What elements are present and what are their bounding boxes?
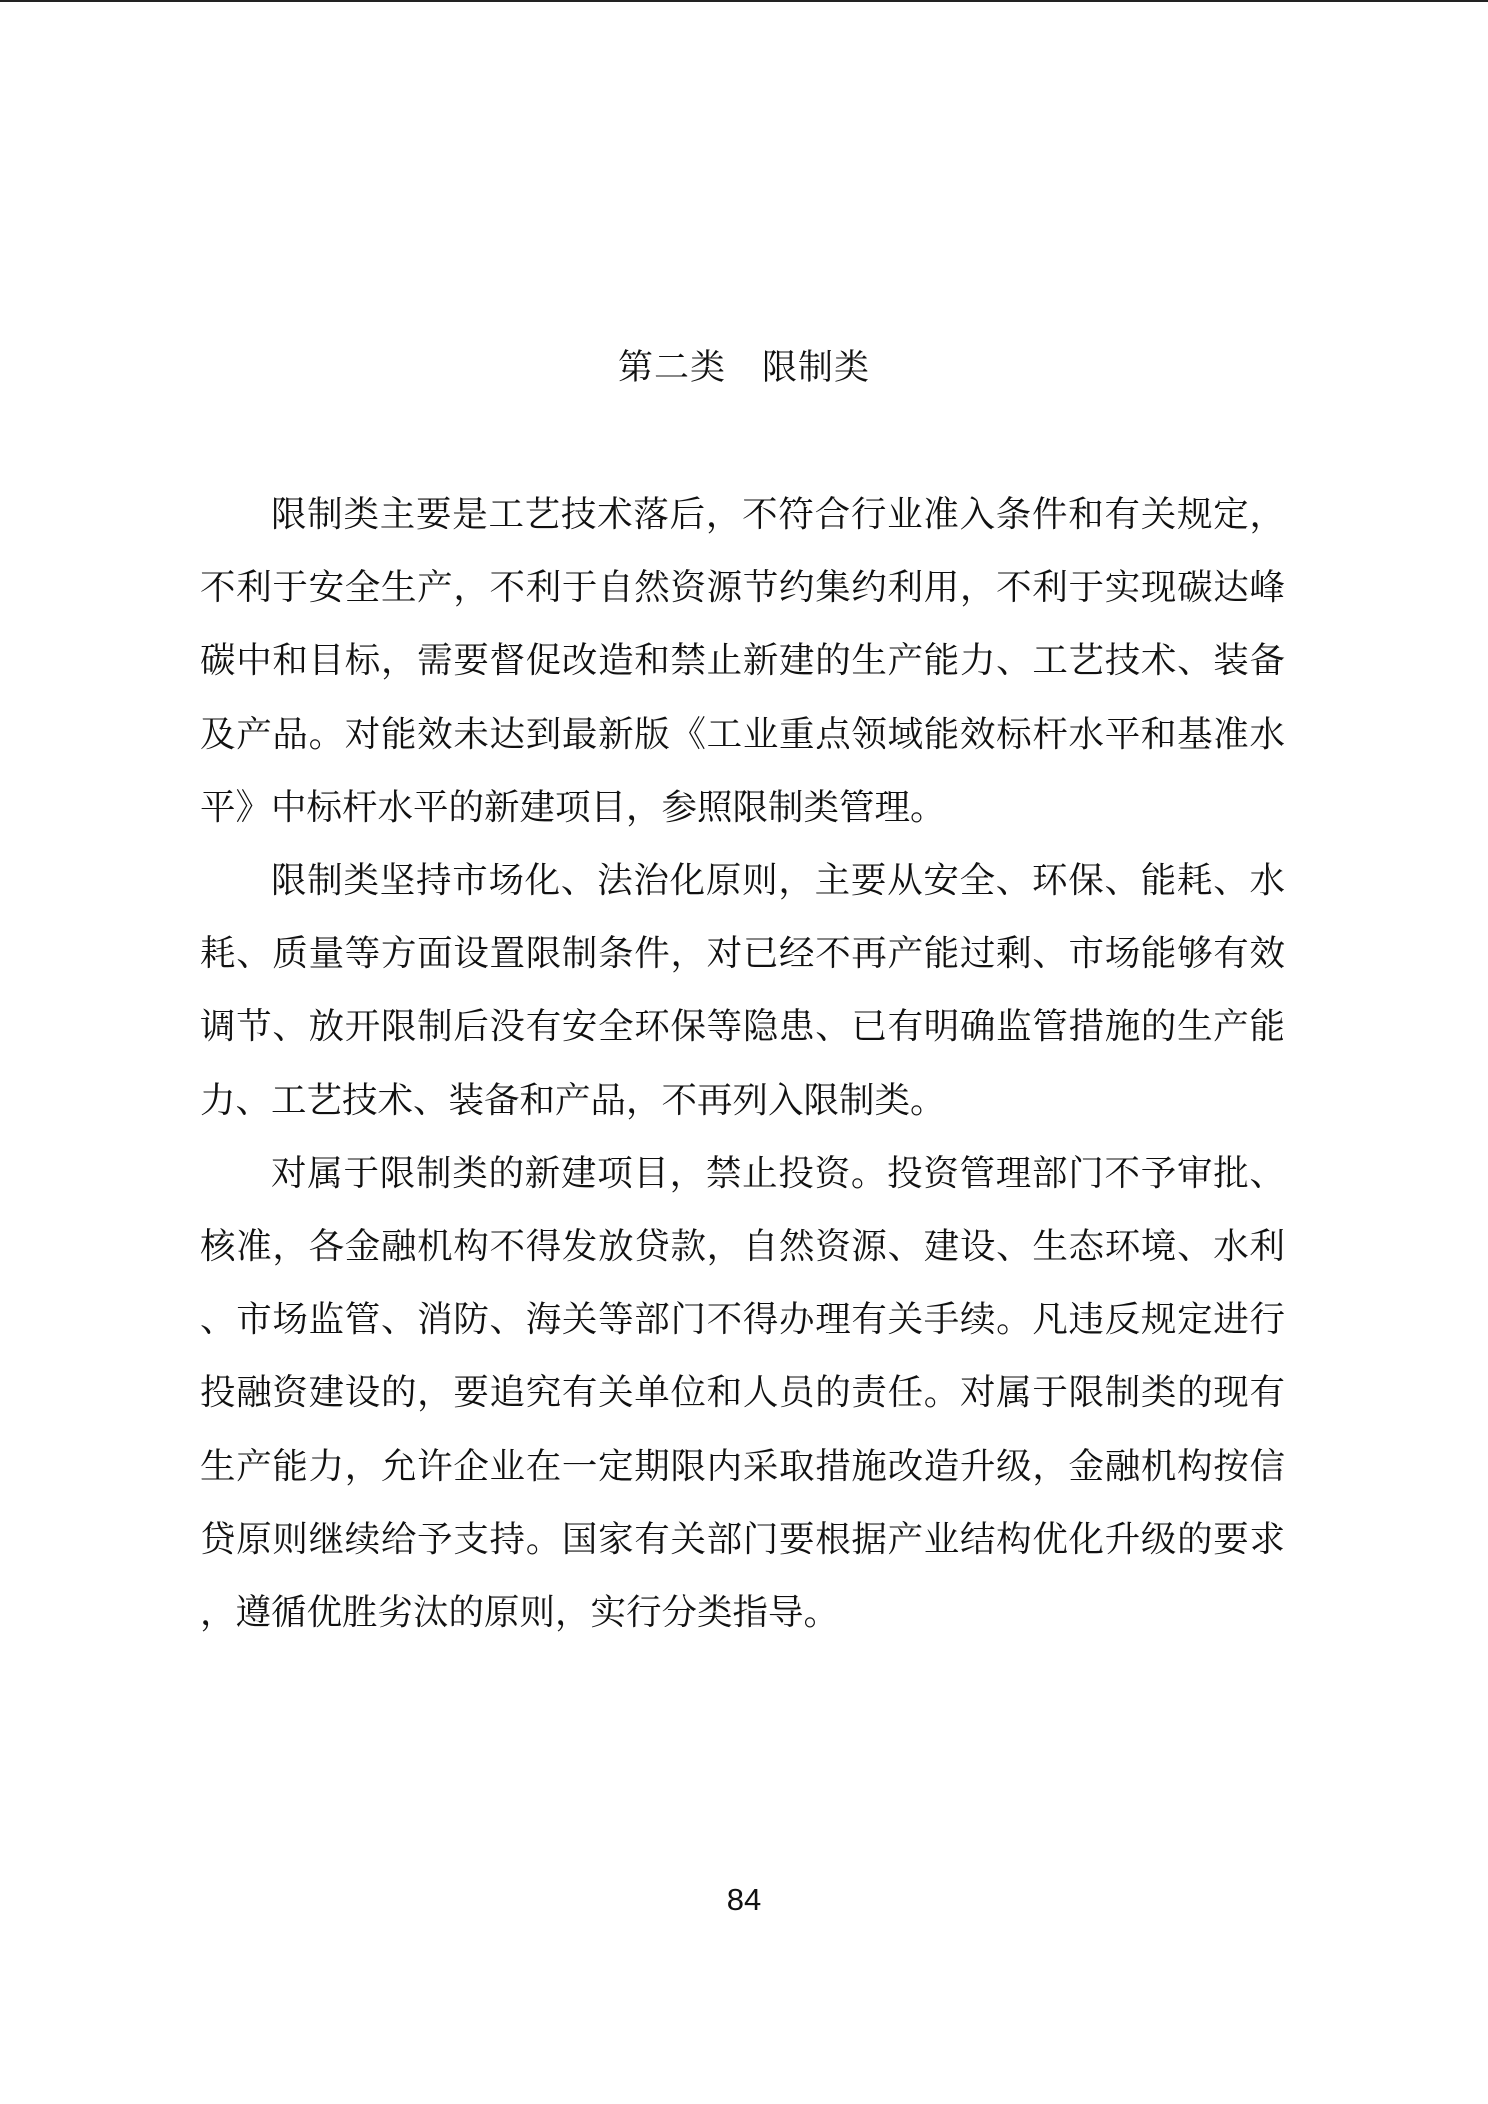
section-title: 第二类 限制类 [617,348,870,388]
paragraph-management: 对属于限制类的新建项目，禁止投资。投资管理部门不予审批、核准，各金融机构不得发放贷款，自然资源、建设、生态环境、水利、市场监管、消防、海关等部门不得办理有关手续。凡违反规定进行投融资建设的，要追究有关单位和人员的责任。对属于限制类的现有生产能力，允许企业在一定期限内采取措施改造升级，金融机构按信贷原则继续给予支持。国家有关部门要根据产业结构优化升级的要求，遵循优胜劣汰的原则，实行分类指导。 [200,1152,1285,1634]
document-body [200,478,1285,1649]
page-top-border [0,0,1488,2]
paragraph-principles: 限制类坚持市场化、法治化原则，主要从安全、环保、能耗、水耗、质量等方面设置限制条件，对已经不再产能过剩、市场能够有效调节、放开限制后没有安全环保等隐患、已有明确监管措施的生产能力、工艺技术、装备和产品，不再列入限制类。 [200,860,1285,1121]
page-number: 84 [726,1882,762,1917]
paragraph-definition: 限制类主要是工艺技术落后，不符合行业准入条件和有关规定，不利于安全生产，不利于自然资源节约集约利用，不利于实现碳达峰碳中和目标，需要督促改造和禁止新建的生产能力、工艺技术、装备及产品。对能效未达到最新版《工业重点领域能效标杆水平和基准水平》中标杆水平的新建项目，参照限制类管理。 [200,494,1285,828]
